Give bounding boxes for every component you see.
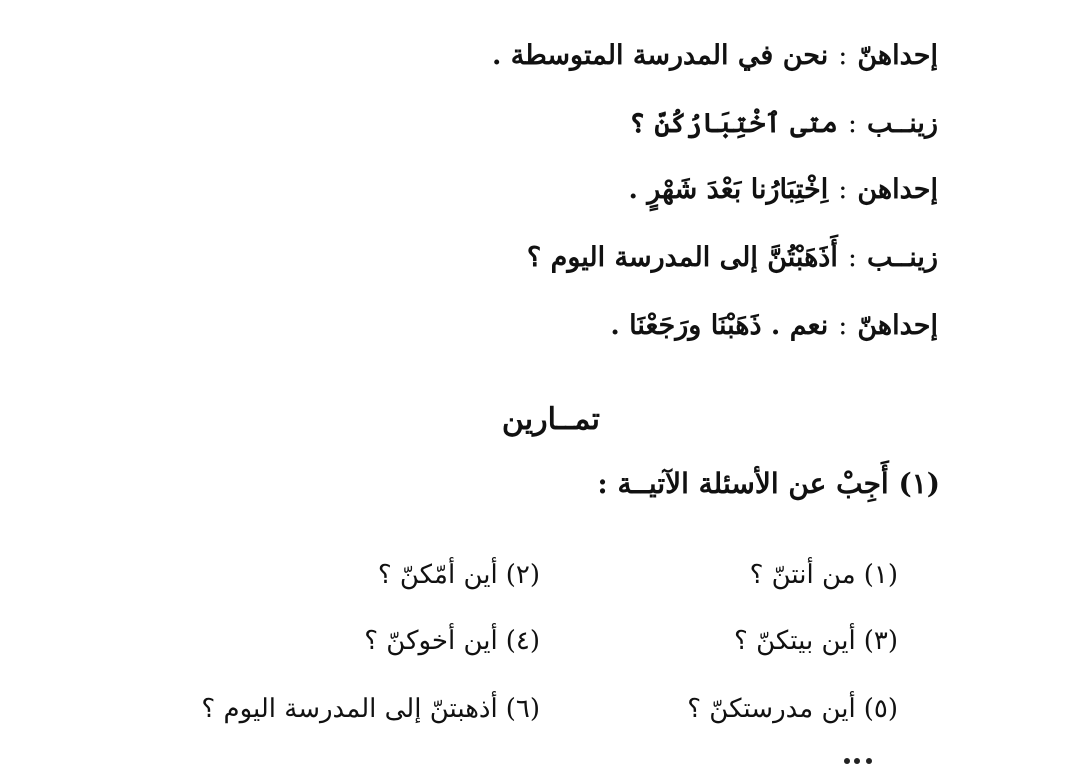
question-text: من أنتنّ ؟ <box>749 560 856 590</box>
question-5 <box>687 696 898 722</box>
question-number: (٣) <box>863 626 898 656</box>
dialogue-line-4 <box>527 244 938 271</box>
colon: : <box>838 40 848 71</box>
question-1 <box>750 562 898 588</box>
dialogue-line-2 <box>629 110 938 137</box>
cropped-text-fragment <box>840 752 890 764</box>
colon: : <box>847 108 857 139</box>
dialogue-text: اِخْتِبَارُنا بَعْدَ شَهْرٍ . <box>628 174 829 205</box>
dialogue-text: أَذَهَبْتُنَّ إلى المدرسة اليوم ؟ <box>526 242 838 273</box>
question-text: أين أخوكنّ ؟ <box>364 626 498 656</box>
question-text: أين أمّكنّ ؟ <box>377 560 498 590</box>
speaker-name: زينــب <box>866 108 938 139</box>
question-number: (٦) <box>505 694 540 724</box>
speaker-name: زينــب <box>866 242 938 273</box>
question-2 <box>378 562 540 588</box>
colon: : <box>838 310 848 341</box>
dialogue-line-1 <box>492 42 938 69</box>
dialogue-text: نعم . ذَهَبْنَا ورَجَعْنَا . <box>610 310 829 341</box>
question-3 <box>734 628 898 654</box>
dialogue-text: متى ٱخْتِبَارُكُنّ ؟ <box>629 108 838 139</box>
question-4 <box>364 628 540 654</box>
colon: : <box>847 242 857 273</box>
speaker-name: إحداهن <box>857 174 938 205</box>
question-text: أذهبتنّ إلى المدرسة اليوم ؟ <box>201 694 498 724</box>
question-text: أين بيتكنّ ؟ <box>734 626 856 656</box>
question-number: (١) <box>863 560 898 590</box>
speaker-name: إحداهنّ <box>857 40 938 71</box>
question-6 <box>201 696 540 722</box>
colon: : <box>838 174 848 205</box>
exercises-heading: تمــارين <box>501 402 600 437</box>
question-number: (٤) <box>505 626 540 656</box>
question-number: (٥) <box>863 694 898 724</box>
dialogue-line-5 <box>610 312 938 339</box>
dialogue-line-3 <box>628 176 938 203</box>
question-number: (٢) <box>505 560 540 590</box>
speaker-name: إحداهنّ <box>857 310 938 341</box>
exercise-instruction: (١) أَجِبْ عن الأسئلة الآتيــة : <box>597 467 940 500</box>
dialogue-text: نحن في المدرسة المتوسطة . <box>491 40 829 71</box>
question-text: أين مدرستكنّ ؟ <box>687 694 856 724</box>
